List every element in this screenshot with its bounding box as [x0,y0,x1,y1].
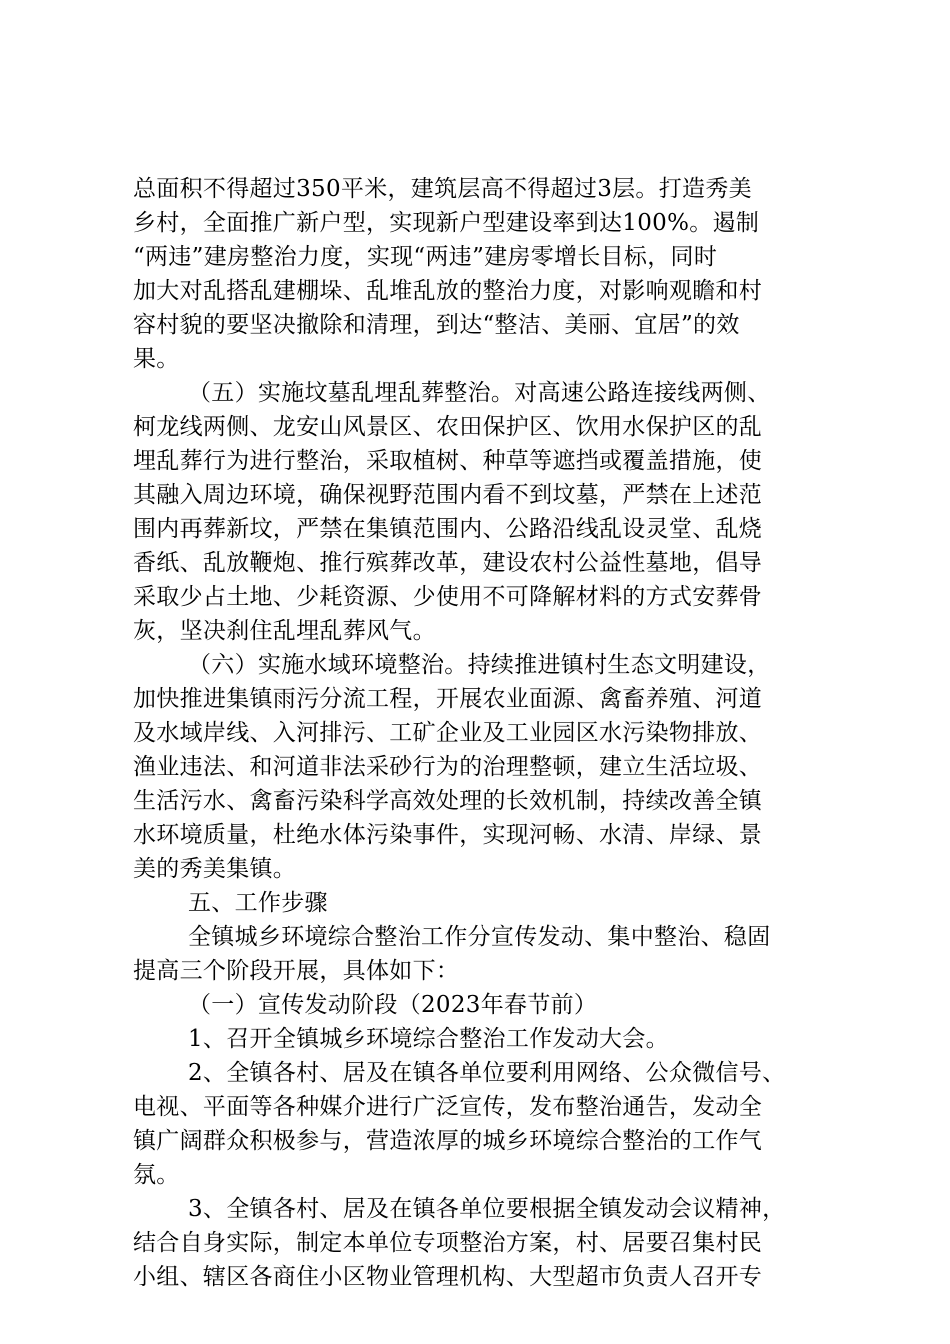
text-line-26: 1、召开全镇城乡环境综合整治工作发动大会。 [188,1026,669,1052]
text-line-5: 容村貌的要坚决撤除和清理，到达“整洁、美丽、宜居”的效 [133,312,740,338]
text-line-9: 埋乱葬行为进行整治，采取植树、种草等遮挡或覆盖措施，使 [133,448,763,474]
section-heading: 五、工作步骤 [188,890,328,916]
text-line-7: （五）实施坟墓乱埋乱葬整治。对高速公路连接线两侧、 [188,380,771,406]
text-line-28: 电视、平面等各种媒介进行广泛宣传，发布整治通告，发动全 [133,1094,763,1120]
text-line-17: 及水域岸线、入河排污、工矿企业及工业园区水污染物排放、 [133,720,763,746]
text-line-10: 其融入周边环境，确保视野范围内看不到坟墓，严禁在上述范 [133,482,763,508]
text-line-4: 加大对乱搭乱建棚垛、乱堆乱放的整治力度，对影响观瞻和村 [133,278,763,304]
text-line-33: 小组、辖区各商住小区物业管理机构、大型超市负责人召开专 [133,1264,763,1290]
text-line-12: 香纸、乱放鞭炮、推行殡葬改革，建设农村公益性墓地，倡导 [133,550,763,576]
text-line-32: 结合自身实际，制定本单位专项整治方案，村、居要召集村民 [133,1230,763,1256]
text-line-19: 生活污水、禽畜污染科学高效处理的长效机制，持续改善全镇 [133,788,763,814]
text-line-23: 全镇城乡环境综合整治工作分宣传发动、集中整治、稳固 [188,924,771,950]
text-line-24: 提高三个阶段开展，具体如下： [133,958,460,984]
text-line-2: 乡村，全面推广新户型，实现新户型建设率到达100%。遏制 [133,210,760,236]
text-line-20: 水环境质量，杜绝水体污染事件，实现河畅、水清、岸绿、景 [133,822,763,848]
text-line-6: 果。 [133,346,180,372]
text-line-21: 美的秀美集镇。 [133,856,297,882]
text-line-15: （六）实施水域环境整治。持续推进镇村生态文明建设， [188,652,771,678]
text-line-30: 氛。 [133,1162,180,1188]
text-line-18: 渔业违法、和河道非法采砂行为的治理整顿，建立生活垃圾、 [133,754,763,780]
text-line-16: 加快推进集镇雨污分流工程，开展农业面源、禽畜养殖、河道 [133,686,763,712]
text-line-13: 采取少占土地、少耗资源、少使用不可降解材料的方式安葬骨 [133,584,763,610]
text-line-31: 3、全镇各村、居及在镇各单位要根据全镇发动会议精神， [188,1196,786,1222]
text-line-27: 2、全镇各村、居及在镇各单位要利用网络、公众微信号、 [188,1060,786,1086]
subsection-heading: （一）宣传发动阶段（2023年春节前） [188,992,598,1018]
text-line-14: 灰，坚决刹住乱埋乱葬风气。 [133,618,436,644]
text-line-3: “两违”建房整治力度，实现“两违”建房零增长目标，同时 [133,244,718,270]
text-line-1: 总面积不得超过350平米，建筑层高不得超过3层。打造秀美 [133,176,752,202]
text-line-29: 镇广阔群众积极参与，营造浓厚的城乡环境综合整治的工作气 [133,1128,763,1154]
text-line-11: 围内再葬新坟，严禁在集镇范围内、公路沿线乱设灵堂、乱烧 [133,516,763,542]
text-line-8: 柯龙线两侧、龙安山风景区、农田保护区、饮用水保护区的乱 [133,414,763,440]
